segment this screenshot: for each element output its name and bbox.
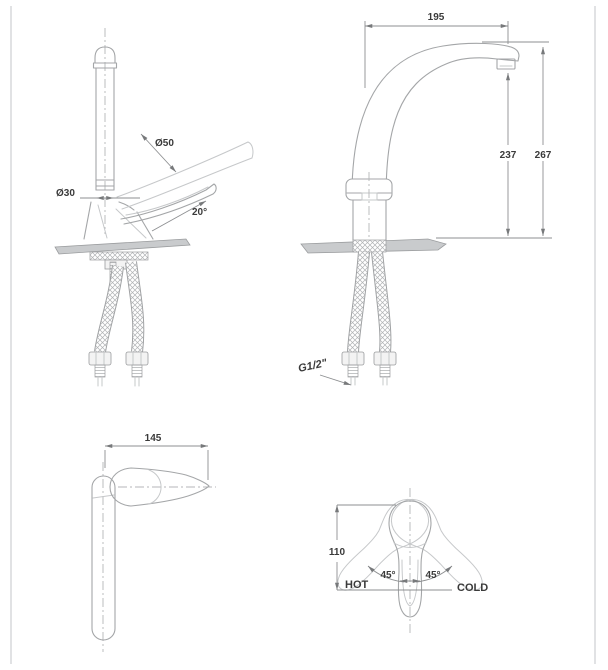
dim-label-237: 237 — [499, 150, 517, 161]
dim-handle-diameter — [141, 134, 176, 172]
spout-top-view — [92, 476, 115, 640]
hose-fitting — [342, 352, 364, 385]
dim-label-20deg: 20° — [192, 207, 208, 218]
dim-label-267: 267 — [534, 150, 552, 161]
supply-hoses — [89, 262, 148, 386]
view-front-handle — [55, 28, 253, 386]
dim-lever-angle — [152, 201, 207, 231]
dim-label-195: 195 — [427, 12, 445, 23]
faucet-body — [84, 202, 153, 239]
handle-inner-line — [402, 560, 418, 606]
dim-spout-reach — [365, 12, 508, 88]
spout-joint-line — [93, 495, 114, 498]
spout-curve — [352, 43, 519, 200]
view-side-spout — [297, 12, 552, 385]
hose-fitting — [374, 352, 396, 385]
dim-label-dia30: Ø30 — [56, 188, 75, 199]
dim-label-45-left: 45° — [380, 570, 396, 581]
view-top — [92, 433, 216, 652]
mounting-hole — [353, 240, 386, 252]
hose-fitting — [126, 352, 148, 386]
dim-label-dia50: Ø50 — [155, 138, 174, 149]
handle-lever-raised — [117, 142, 253, 209]
dim-handle-length — [105, 433, 208, 480]
dim-label-145: 145 — [144, 433, 162, 444]
dim-label-110: 110 — [328, 547, 346, 558]
cold-label: COLD — [457, 582, 489, 594]
dim-overall-height — [436, 42, 552, 238]
supply-hoses — [342, 252, 396, 385]
dim-label-g12: G1/2" — [297, 357, 329, 375]
dim-label-45-right: 45° — [425, 570, 441, 581]
dim-spout-height — [500, 73, 517, 236]
hose-fitting — [89, 352, 111, 386]
view-handle-rotation — [325, 488, 495, 634]
hot-label: HOT — [345, 579, 369, 591]
